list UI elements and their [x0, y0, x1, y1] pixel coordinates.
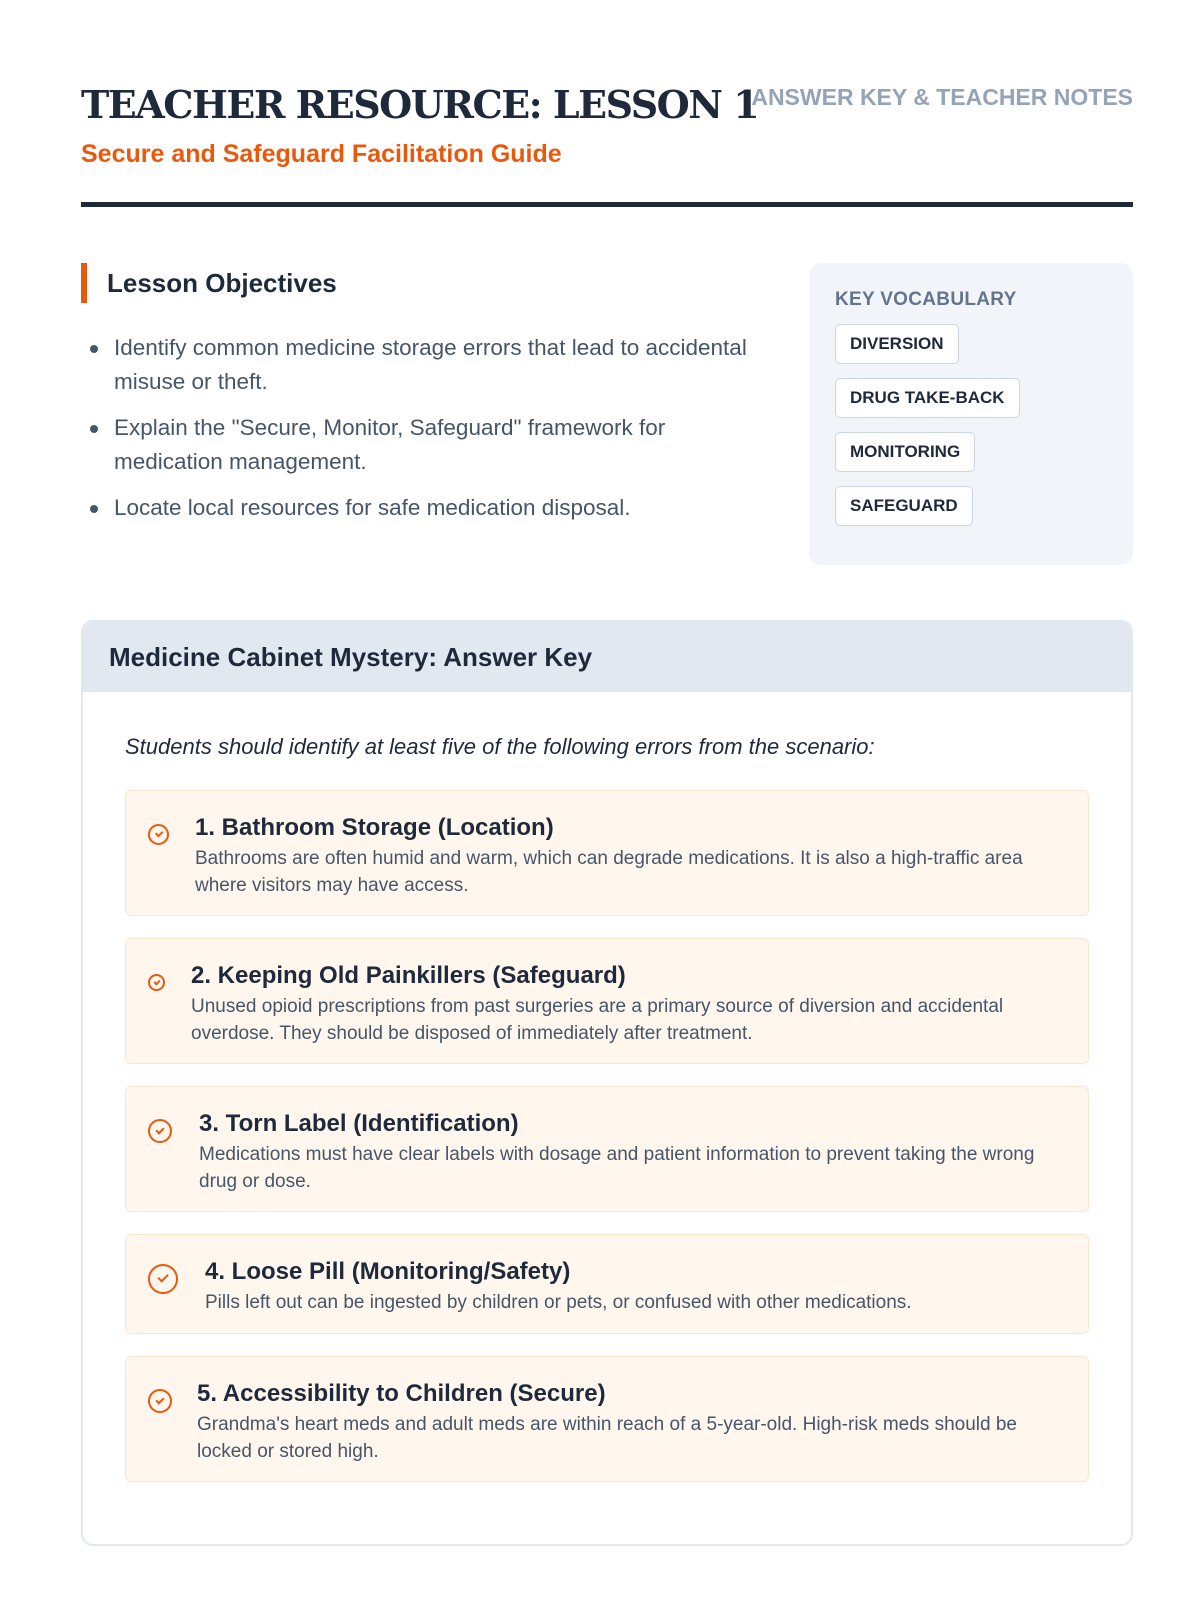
lesson-objectives-section [81, 263, 761, 537]
key-vocabulary-panel [809, 263, 1133, 565]
vocabulary-heading: KEY VOCABULARY [835, 289, 1017, 310]
check-circle-icon [148, 974, 165, 991]
answer-key-card [81, 620, 1133, 1546]
header-divider [81, 202, 1133, 207]
objective-item: Identify common medicine storage errors that lead to accidental misuse or theft. [81, 331, 761, 399]
error-item-old-painkillers [125, 938, 1089, 1064]
error-title: 5. Accessibility to Children (Secure) [197, 1380, 606, 1407]
objective-item: Explain the "Secure, Monitor, Safeguard" framework for medication management. [81, 411, 761, 479]
check-circle-icon [148, 1119, 172, 1143]
error-description: Pills left out can be ingested by children or pets, or confused with other medications. [205, 1292, 912, 1313]
document-subtitle: Secure and Safeguard Facilitation Guide [81, 140, 562, 168]
error-title: 1. Bathroom Storage (Location) [195, 814, 554, 841]
vocab-chip-drug-take-back: DRUG TAKE-BACK [835, 378, 1020, 418]
objective-item: Locate local resources for safe medication disposal. [81, 491, 761, 525]
error-title: 3. Torn Label (Identification) [199, 1110, 519, 1137]
error-item-bathroom-storage [125, 790, 1089, 916]
error-description: Grandma's heart meds and adult meds are within reach of a 5-year-old. High-risk meds should be locked or stored high. [197, 1414, 1017, 1462]
objectives-list [81, 331, 761, 525]
check-circle-icon [148, 1264, 178, 1294]
error-item-loose-pill [125, 1234, 1089, 1334]
check-circle-icon [148, 824, 169, 845]
vocab-chip-diversion: DIVERSION [835, 324, 959, 364]
answer-key-body [83, 692, 1131, 1482]
document-header [81, 80, 1133, 208]
objectives-heading: Lesson Objectives [81, 263, 761, 303]
vocab-chip-monitoring: MONITORING [835, 432, 975, 472]
vocab-chip-safeguard: SAFEGUARD [835, 486, 973, 526]
answer-key-tag: ANSWER KEY & TEACHER NOTES [751, 84, 1133, 110]
error-title: 4. Loose Pill (Monitoring/Safety) [205, 1258, 571, 1285]
error-item-accessibility-to-children [125, 1356, 1089, 1482]
document-title: TEACHER RESOURCE: LESSON 1 [81, 82, 759, 127]
error-description: Medications must have clear labels with dosage and patient information to prevent taking the wrong drug or dose. [199, 1144, 1035, 1192]
error-description: Bathrooms are often humid and warm, which can degrade medications. It is also a high-traffic area where visitors may have access. [195, 848, 1023, 896]
check-circle-icon [148, 1389, 172, 1413]
error-description: Unused opioid prescriptions from past surgeries are a primary source of diversion and accidental overdose. They should be disposed of immediately after treatment. [191, 996, 1004, 1044]
error-item-torn-label [125, 1086, 1089, 1212]
error-title: 2. Keeping Old Painkillers (Safeguard) [191, 962, 626, 989]
answer-key-title: Medicine Cabinet Mystery: Answer Key [83, 622, 1131, 692]
answer-key-intro: Students should identify at least five of the following errors from the scenario: [125, 734, 875, 759]
